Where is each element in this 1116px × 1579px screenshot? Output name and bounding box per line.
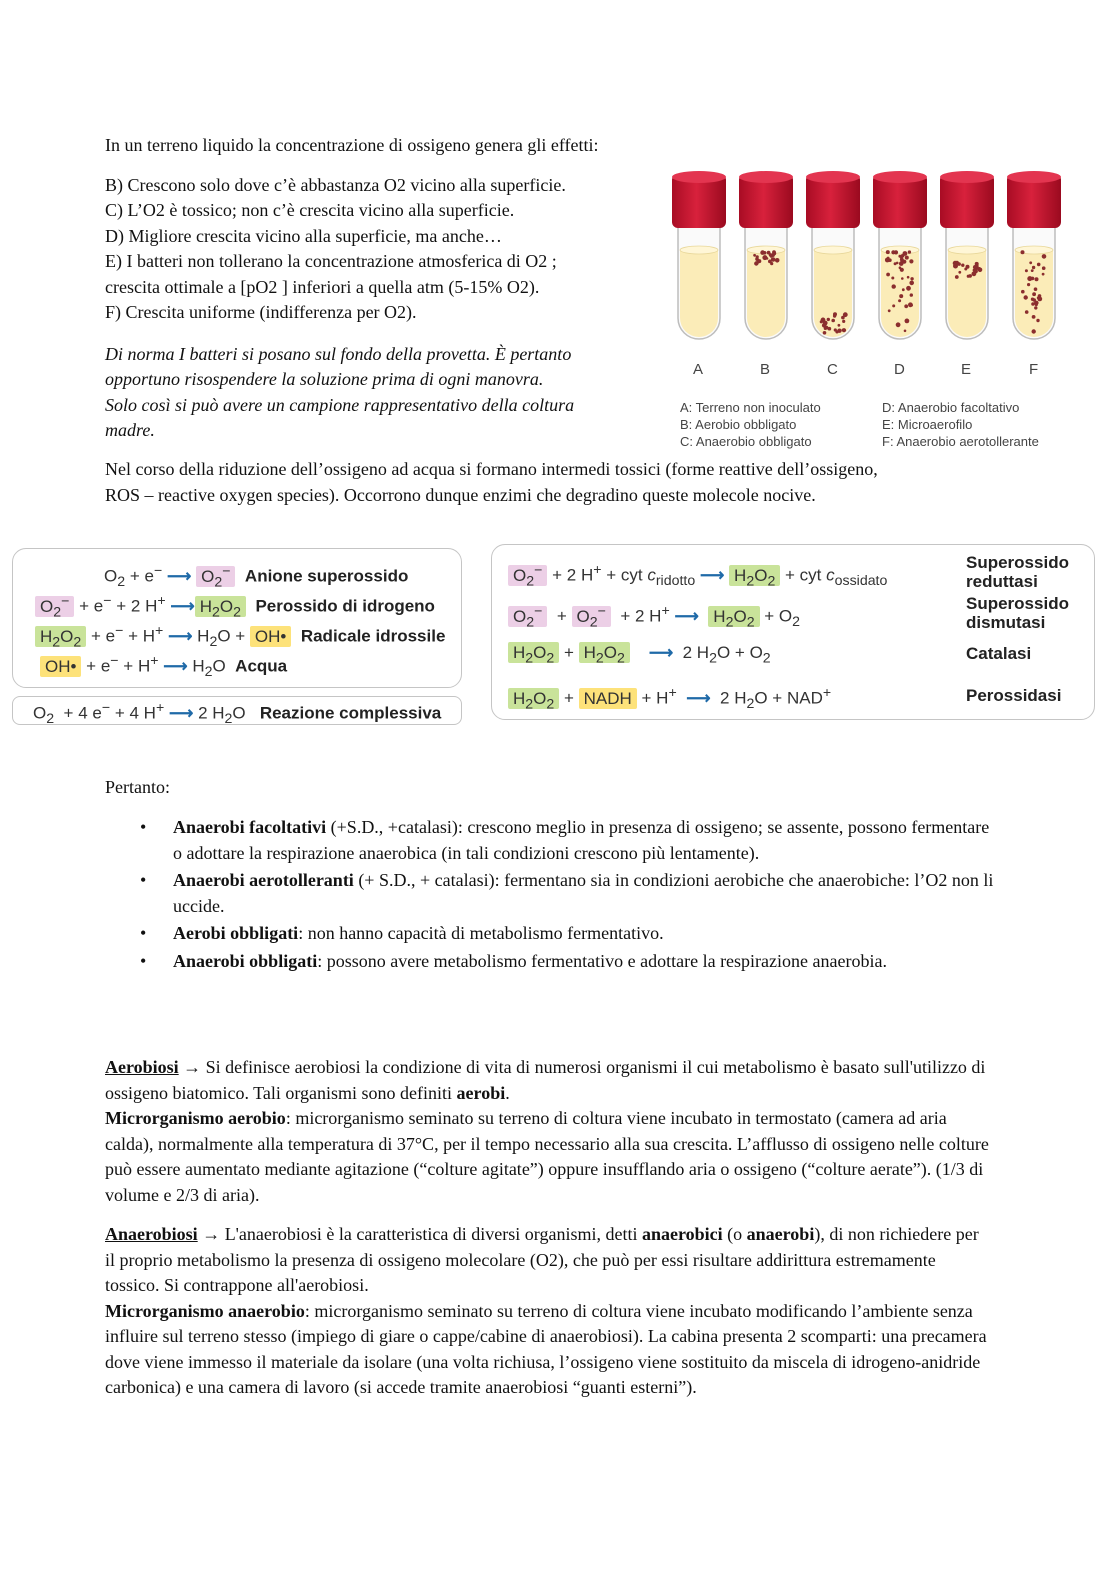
colony-dot: [1035, 303, 1038, 306]
colony-dot: [1035, 277, 1039, 281]
anaerobiosi-def: L'anaerobiosi è la caratteristica di diversi organismi, detti: [220, 1224, 642, 1244]
colony-dot: [901, 277, 904, 280]
tube-label: F: [1029, 361, 1039, 378]
colony-dot: [899, 261, 904, 266]
colony-dot: [906, 286, 911, 291]
effect-e: E) I batteri non tollerano la concentrazione atmosferica di O2 ;: [105, 251, 557, 271]
note-line: opportuno risospendere la soluzione prima di ogni manovra.: [105, 369, 544, 389]
colony-dot: [900, 258, 904, 262]
aerobi-term: aerobi: [456, 1082, 506, 1103]
pertanto-label: Pertanto:: [105, 777, 170, 797]
colony-dot: [957, 262, 961, 266]
reaction-hydroxyl: $H_2O_2 + e^- + H^+$ ⟶ $H_2O$ + OH• Radicale idrossile: [35, 623, 445, 650]
colony-dot: [974, 268, 978, 272]
colony-dot: [823, 321, 828, 326]
colony-dot: [767, 251, 771, 255]
enzyme-sor: Superossido reduttasi: [966, 553, 1069, 591]
anaerobio-title: Microrganismo anaerobio: [105, 1300, 305, 1321]
colony-dot: [898, 255, 901, 258]
colony-dot: [886, 273, 890, 277]
colony-dot: [968, 274, 972, 278]
colony-dot: [841, 316, 845, 320]
intro-text: In un terreno liquido la concentrazione di ossigeno genera gli effetti:: [105, 135, 599, 155]
colony-dot: [887, 257, 890, 260]
colony-dot: [757, 259, 761, 263]
test-tube: [873, 171, 927, 339]
colony-dot: [961, 264, 964, 267]
colony-dot: [958, 271, 961, 274]
term-desc: : possono avere metabolismo fermentativo e adottare la respirazione anaerobia.: [317, 950, 887, 971]
colony-dot: [908, 250, 911, 253]
colony-dot: [910, 304, 913, 307]
list-item: [140, 815, 1000, 866]
tube-label: D: [894, 361, 905, 378]
term: Anaerobi aerotolleranti: [173, 870, 354, 890]
term: Anaerobi facoltativi: [173, 817, 327, 837]
colony-dot: [1032, 292, 1036, 296]
colony-dot: [972, 271, 977, 276]
colony-dot: [888, 309, 891, 312]
colony-dot: [954, 265, 957, 268]
list-item: [140, 949, 1000, 975]
tube-label: E: [961, 361, 972, 378]
colony-dot: [1021, 250, 1025, 254]
legend-item: B: Aerobio obbligato: [680, 417, 797, 432]
arrow-icon: ⟶: [648, 643, 674, 662]
arrow-icon: ⟶: [168, 626, 193, 646]
arrow-icon: ⟶: [170, 596, 195, 616]
colony-dot: [964, 268, 967, 271]
colony-dot: [842, 329, 845, 332]
colony-dot: [909, 259, 913, 263]
legend-item: D: Anaerobio facoltativo: [882, 400, 1020, 415]
colony-dot: [899, 294, 903, 298]
reaction-peroxidase: $H_2O_2$ + NADH + H+ ⟶ 2 $H_2O + NAD^+$: [508, 685, 831, 712]
aerobio-title: Microrganismo aerobio: [105, 1108, 286, 1128]
colony-dot: [837, 329, 841, 333]
tube-label: B: [760, 361, 771, 378]
colony-dot: [1034, 287, 1038, 291]
term-desc: (+S.D., +catalasi): crescono meglio in presenza di ossigeno; se assente, possono fermentare o adottare la respirazione anaerobica (in tali condizioni crescono più lentamente).: [173, 817, 990, 863]
anaerobici-term: anaerobici: [641, 1224, 723, 1244]
ros-line: ROS – reactive oxygen species). Occorrono dunque enzimi che degradino queste molecole nocive.: [105, 485, 816, 505]
colony-dot: [1029, 261, 1032, 264]
colony-dot: [825, 326, 829, 330]
cyt-red: ridotto: [655, 573, 696, 590]
organism-list: [140, 815, 1000, 976]
list-item: [140, 868, 1000, 919]
colony-dot: [764, 256, 767, 259]
aerobio-text: : microrganismo seminato su terreno di coltura viene incubato in termostato (camera ad aria calda), normalmente alla temperatura di 37°C, per il tempo necessario alla sua crescita. L’afflusso di ossigeno nelle colture può essere aumentato mediante agitazione (“colture agitate”) oppure insufflando aria o ossigeno (“colture aerate”). (1/3 di volume e 2/3 di aria).: [105, 1108, 989, 1205]
colony-dot: [831, 319, 835, 323]
reaction-name: Perossido di idrogeno: [255, 596, 435, 616]
note-line: Solo così si può avere un campione rappresentativo della coltura: [105, 395, 575, 415]
arrow-icon: →: [202, 1224, 221, 1244]
legend-item: A: Terreno non inoculato: [680, 400, 821, 415]
test-tube: [1007, 171, 1061, 339]
enzyme-catalase: Catalasi: [966, 644, 1032, 663]
colony-dot: [1024, 295, 1028, 299]
colony-dot: [1025, 310, 1029, 314]
aerobiosi-def: Si definisce aerobiosi la condizione di vita di numerosi organismi il cui metabolismo è basato sull'utilizzo di ossigeno biatomico. Tali organismi sono definiti: [105, 1057, 986, 1103]
colony-dot: [1036, 319, 1039, 322]
legend-item: C: Anaerobio obbligato: [680, 434, 812, 449]
colony-dot: [1031, 269, 1034, 272]
aerobiosi-section: [105, 1055, 990, 1208]
colony-dot: [827, 318, 830, 321]
enzyme-sod: Superossido dismutasi: [966, 594, 1069, 632]
ros-line: Nel corso della riduzione dell’ossigeno ad acqua si formano intermedi tossici (forme reattive dell’ossigeno,: [105, 459, 878, 479]
arrow-icon: →: [183, 1057, 202, 1077]
colony-dot: [907, 276, 910, 279]
tube-label: A: [693, 361, 704, 378]
colony-dot: [763, 251, 767, 255]
colony-dot: [910, 277, 913, 280]
arrow-icon: ⟶: [168, 703, 194, 723]
colony-dot: [1032, 298, 1036, 302]
colony-dot: [1037, 296, 1040, 299]
colony-dot: [1042, 254, 1047, 259]
colony-dot: [834, 328, 837, 331]
colony-dot: [1032, 329, 1036, 333]
enzyme-peroxidase: Perossidasi: [966, 686, 1062, 705]
reaction-catalase: $H_2O_2 + H_2O_2$ ⟶ 2 $H_2O + O_2$: [508, 643, 771, 666]
punct: (o: [722, 1224, 747, 1244]
colony-dot: [820, 320, 823, 323]
effect-d: D) Migliore crescita vicino alla superficie, ma anche…: [105, 226, 502, 246]
colony-dot: [896, 322, 901, 327]
note-line: Di norma I batteri si posano sul fondo della provetta. È pertanto: [105, 344, 572, 364]
anaerobiosi-section: [105, 1222, 990, 1401]
effect-c: C) L’O2 è tossico; non c’è crescita vicino alla superficie.: [105, 200, 515, 220]
colony-dot: [892, 304, 895, 307]
colony-dot: [775, 258, 780, 263]
colony-dot: [771, 257, 776, 262]
colony-dot: [753, 254, 756, 257]
reaction-name: Radicale idrossile: [300, 626, 446, 646]
colony-dot: [909, 281, 914, 286]
colony-dot: [838, 324, 841, 327]
colony-dot: [842, 320, 845, 323]
colony-dot: [905, 256, 909, 260]
reaction-sod: $O_2^- + O_2^- + 2$ H+ ⟶ $H_2O_2 + O_2$: [508, 603, 800, 630]
colony-dot: [904, 330, 907, 333]
colony-dot: [756, 255, 759, 258]
reaction-name: Acqua: [235, 656, 288, 676]
colony-dot: [772, 251, 776, 255]
reaction-name: Anione superossido: [244, 566, 409, 586]
colony-dot: [1042, 273, 1045, 276]
list-item: [140, 921, 1000, 947]
arrow-icon: ⟶: [686, 688, 711, 708]
legend-item: F: Anaerobio aerotollerante: [882, 434, 1039, 449]
test-tube: [672, 171, 726, 339]
colony-dot: [905, 319, 910, 324]
reaction-overall: $O_2 + 4$ e− + 4 H+ ⟶ 2 $H_2O$ Reazione complessiva: [33, 700, 442, 728]
punct: .: [505, 1082, 510, 1103]
term-desc: : non hanno capacità di metabolismo fermentativo.: [298, 923, 664, 943]
test-tube: [806, 171, 860, 339]
term: Aerobi obbligati: [173, 923, 299, 943]
colony-dot: [903, 251, 908, 256]
colony-dot: [1042, 266, 1046, 270]
colony-dot: [955, 275, 959, 279]
colony-dot: [823, 331, 827, 335]
colony-dot: [1027, 283, 1030, 286]
effect-b: B) Crescono solo dove c’è abbastanza O2 vicino alla superficie.: [105, 175, 566, 195]
colony-dot: [904, 304, 908, 308]
anaerobiosi-def-cont: ), di non richiedere per il proprio metabolismo la presenza di ossigeno molecolare (O2), che può per essi risultare addirittura estremamente tossico. Si contrappone all'aerobiosi.: [105, 1224, 979, 1295]
arrow-icon: ⟶: [166, 566, 192, 586]
arrow-icon: ⟶: [699, 565, 725, 585]
colony-dot: [833, 312, 837, 316]
aerobiosi-title: Aerobiosi: [105, 1057, 179, 1077]
colony-dot: [910, 293, 913, 296]
legend-item: E: Microaerofilo: [882, 417, 973, 432]
reaction-peroxide: $O_2^- + e^- + 2$ H+ ⟶ $H_2O_2$ Perossido di idrogeno: [35, 593, 435, 620]
effect-f: F) Crescita uniforme (indifferenza per O2).: [105, 302, 417, 322]
term-desc: (+ S.D., + catalasi): fermentano sia in condizioni aerobiche che anaerobiche: l’O2 non li uccide.: [173, 870, 994, 916]
anaerobi-term: anaerobi: [746, 1224, 815, 1244]
arrow-icon: ⟶: [163, 656, 188, 676]
colony-dot: [1032, 315, 1036, 319]
colony-dot: [1034, 306, 1037, 309]
reaction-water: OH• + e− + H+ ⟶ $H_2O$ Acqua: [40, 653, 287, 680]
colony-dot: [900, 268, 904, 272]
note-line: madre.: [105, 420, 155, 440]
colony-dot: [891, 277, 894, 280]
anaerobio-text: : microrganismo seminato su terreno di coltura viene incubato modificando l’ambiente senza influire sul terreno stesso (impiego di giare o cappe/cabine di anaerobiosi). La cabina presenta 2 scomparti: una precamera dove viene immesso il materiale da isolare (una volta richiusa, l’ossigeno viene sostituito da miscela di idrogeno-anidride carbonica) e una camera di lavoro (si accede tramite anaerobiosi “guanti esterni”).: [105, 1300, 987, 1397]
colony-dot: [902, 288, 905, 291]
term: Anaerobi obbligati: [173, 950, 318, 971]
colony-dot: [1031, 277, 1035, 281]
colony-dot: [1032, 266, 1035, 269]
colony-dot: [894, 262, 897, 265]
test-tube: [940, 171, 994, 339]
colony-dot: [891, 250, 895, 254]
test-tubes-figure: [668, 168, 1068, 368]
reaction-sor: $O_2^- + 2$ H+ + cyt $c_{ridotto}$ ⟶ $H_2O_2$ + cyt $c_{ossidato}$: [508, 562, 887, 589]
colony-dot: [1031, 302, 1035, 306]
colony-dot: [898, 299, 901, 302]
effect-e-cont: crescita ottimale a [pO2 ] inferiori a quella atm (5-15% O2).: [105, 277, 540, 297]
arrow-icon: ⟶: [674, 606, 699, 626]
tube-label: C: [827, 361, 838, 378]
anaerobiosi-title: Anaerobiosi: [105, 1224, 198, 1244]
reaction-superoxide: $O_2 + e^-$ ⟶ $O_2^-$ Anione superossido: [104, 563, 409, 591]
reaction-name: Reazione complessiva: [259, 703, 442, 723]
colony-dot: [770, 255, 773, 258]
colony-dot: [1037, 263, 1041, 267]
colony-dot: [1025, 269, 1028, 272]
test-tube: [739, 171, 793, 339]
colony-dot: [1021, 290, 1025, 294]
cyt-ox: ossidato: [834, 573, 888, 590]
colony-dot: [886, 250, 890, 254]
colony-dot: [892, 284, 896, 288]
